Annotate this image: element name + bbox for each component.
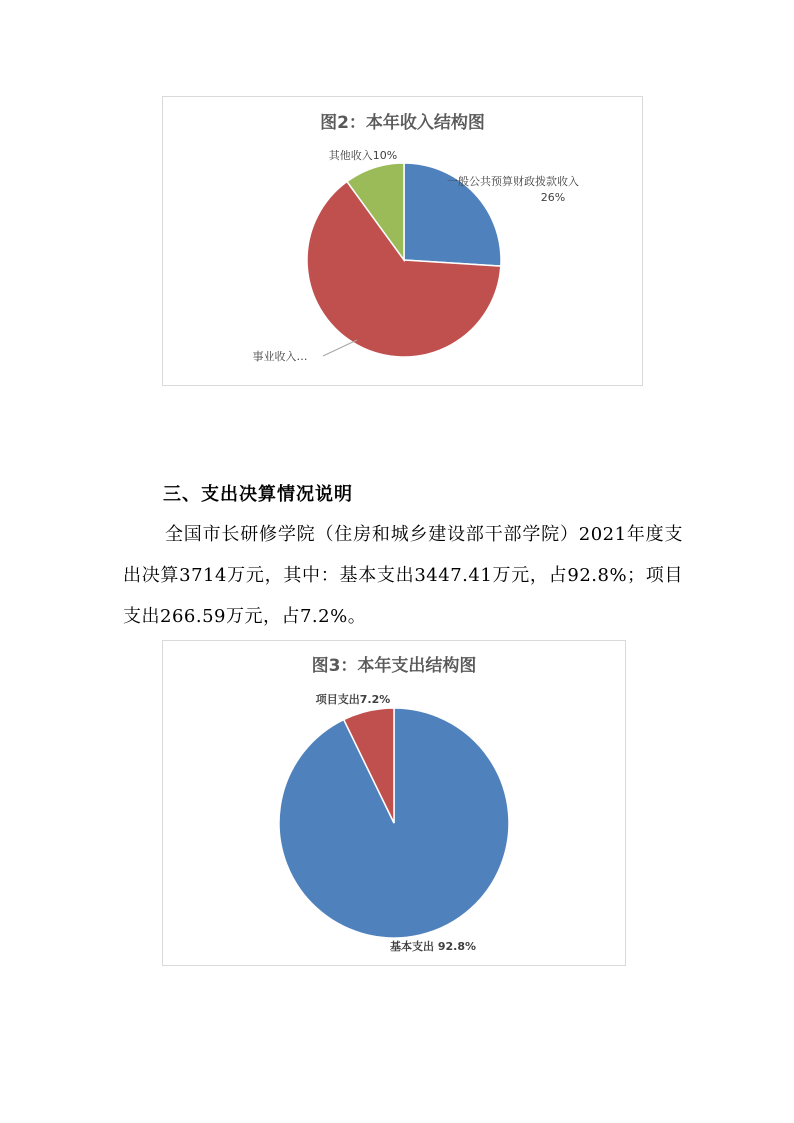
chart-title: 图3：本年支出结构图 — [311, 656, 477, 676]
slice-label-other: 其他收入10% — [328, 149, 398, 162]
expense-pie-svg — [163, 641, 627, 967]
slice-label-fiscal-name: 一般公共预算财政拨款收入 — [447, 175, 579, 188]
leader-line — [323, 340, 357, 356]
section-heading: 三、支出决算情况说明 — [163, 484, 353, 505]
slice-label-project: 项目支出7.2% — [315, 693, 391, 706]
slice-label-fiscal-pct: 26% — [540, 191, 566, 204]
income-structure-chart — [162, 96, 643, 386]
slice-label-basic: 基本支出 92.8% — [390, 940, 476, 953]
expense-structure-chart — [162, 640, 626, 966]
chart-title: 图2：本年收入结构图 — [320, 113, 485, 133]
slice-label-business: 事业收入… — [252, 350, 308, 363]
expense-description-paragraph: 全国市长研修学院（住房和城乡建设部干部学院）2021年度支出决算3714万元，其中：基本支出3447.41万元，占92.8%；项目支出266.59万元，占7.2%。 — [123, 524, 683, 627]
income-pie-svg — [163, 97, 644, 387]
